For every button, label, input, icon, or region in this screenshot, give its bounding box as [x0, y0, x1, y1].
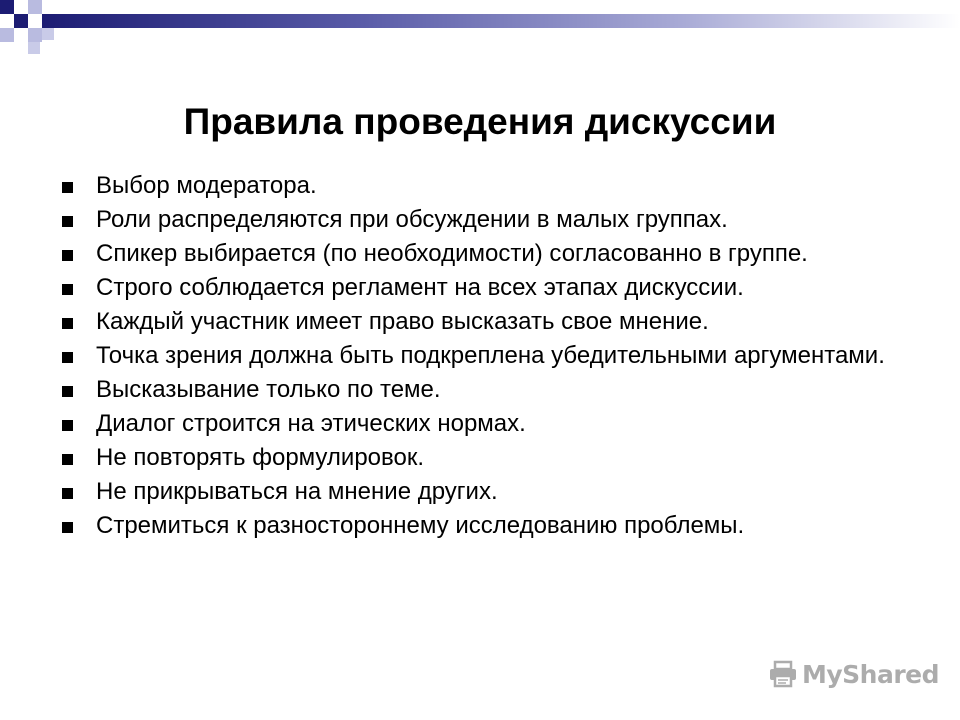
bullet-text: Спикер выбирается (по необходимости) согласованно в группе. [96, 240, 808, 267]
printer-icon [768, 659, 798, 689]
list-item [62, 274, 922, 302]
list-item [62, 308, 922, 336]
square-bullet-icon [62, 454, 73, 465]
bullet-text: Точка зрения должна быть подкреплена убедительными аргументами. [96, 342, 885, 369]
header-gradient-bar [42, 14, 960, 28]
bullet-text: Высказывание только по теме. [96, 376, 441, 403]
bullet-text: Диалог строится на этических нормах. [96, 410, 526, 437]
list-item [62, 342, 922, 370]
list-item [62, 376, 922, 404]
decor-square [14, 14, 28, 28]
watermark-text: MyShared [802, 659, 940, 689]
bullet-text: Выбор модератора. [96, 172, 317, 199]
square-bullet-icon [62, 488, 73, 499]
square-bullet-icon [62, 284, 73, 295]
bullet-list [62, 172, 922, 546]
square-bullet-icon [62, 386, 73, 397]
slide-title: Правила проведения дискуссии [183, 101, 777, 142]
decor-square [28, 0, 42, 14]
list-item [62, 444, 922, 472]
bullet-text: Стремиться к разностороннему исследованию проблемы. [96, 512, 745, 539]
bullet-text: Не повторять формулировок. [96, 444, 425, 471]
list-item [62, 512, 922, 540]
decor-square [0, 0, 14, 14]
square-bullet-icon [62, 182, 73, 193]
square-bullet-icon [62, 216, 73, 227]
list-item [62, 206, 922, 234]
decor-square [14, 0, 28, 14]
decor-square [28, 42, 40, 54]
square-bullet-icon [62, 250, 73, 261]
square-bullet-icon [62, 522, 73, 533]
decor-square [0, 14, 14, 28]
list-item [62, 240, 922, 268]
list-item [62, 410, 922, 438]
decor-square [0, 28, 14, 42]
bullet-text: Каждый участник имеет право высказать свое мнение. [96, 308, 709, 335]
list-item [62, 172, 922, 200]
bullet-text: Строго соблюдается регламент на всех этапах дискуссии. [96, 274, 744, 301]
square-bullet-icon [62, 318, 73, 329]
decor-square [28, 28, 42, 42]
bullet-text: Роли распределяются при обсуждении в малых группах. [96, 206, 728, 233]
list-item [62, 478, 922, 506]
watermark-logo [768, 656, 939, 692]
square-bullet-icon [62, 420, 73, 431]
decor-square [42, 28, 54, 40]
bullet-text: Не прикрываться на мнение других. [96, 478, 498, 505]
square-bullet-icon [62, 352, 73, 363]
